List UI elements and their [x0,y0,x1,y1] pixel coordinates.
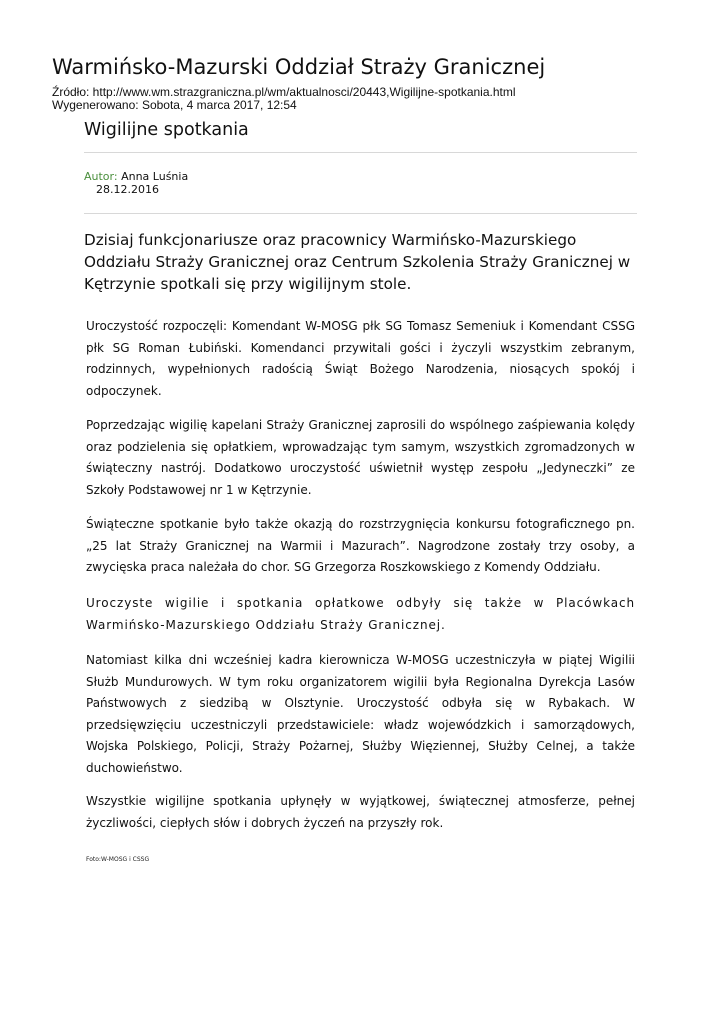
divider [84,152,637,153]
author-block [84,170,188,196]
author-name: Anna Luśnia [121,170,189,183]
publish-date: 28.12.2016 [96,183,159,196]
article-paragraph: Natomiast kilka dni wcześniej kadra kierownicza W-MOSG uczestniczyła w piątej Wigilii Służb Mundurowych. W tym roku organizatorem wigilii była Regionalna Dyrekcja Lasów Państwowych z siedzibą w Olsztynie. Uroczystość odbyła się w Rybakach. W przedsięwzięciu uczestniczyli przedstawiciele: władz wojewódzkich i samorządowych, Wojska Polskiego, Policji, Straży Pożarnej, Służby Więziennej, Służby Celnej, a także duchowieństwo. [86,653,635,775]
article-lead: Dzisiaj funkcjonariusze oraz pracownicy Warmińsko-Mazurskiego Oddziału Straży Granicznej oraz Centrum Szkolenia Straży Granicznej w Kętrzynie spotkali się przy wigilijnym stole. [84,231,631,293]
divider [84,213,637,214]
photo-credit: Foto:W-MOSG i CSSG [86,856,150,863]
article-title: Wigilijne spotkania [84,120,249,140]
document-meta [52,86,516,112]
source-url: Źródło: http://www.wm.strazgraniczna.pl/wm/aktualnosci/20443,Wigilijne-spotkania.html [52,85,516,99]
article-paragraph: Świąteczne spotkanie było także okazją do rozstrzygnięcia konkursu fotograficznego pn. „25 lat Straży Granicznej na Warmii i Mazurach”. Nagrodzone zostały trzy osoby, a zwycięska praca należała do chor. SG Grzegorza Roszkowskiego z Komendy Oddziału. [86,517,635,574]
generated-timestamp: Wygenerowano: Sobota, 4 marca 2017, 12:54 [52,98,297,112]
site-title: Warmińsko-Mazurski Oddział Straży Granicznej [52,55,546,79]
article-paragraph: Poprzedzając wigilię kapelani Straży Granicznej zaprosili do wspólnego zaśpiewania kolędy oraz podzielenia się opłatkiem, wprowadzając tym samym, wszystkich zgromadzonych w świąteczny nastrój. Dodatkowo uroczystość uświetnił występ zespołu „Jedyneczki” ze Szkoły Podstawowej nr 1 w Kętrzynie. [86,418,635,497]
article-paragraph: Uroczystość rozpoczęli: Komendant W-MOSG płk SG Tomasz Semeniuk i Komendant CSSG płk SG Roman Łubiński. Komendanci przywitali gości i życzyli wszystkim zebranym, rodzinnych, wypełnionych radością Świąt Bożego Narodzenia, niosących spokój i odpoczynek. [86,319,635,398]
article-paragraph: Uroczyste wigilie i spotkania opłatkowe odbyły się także w Placówkach Warmińsko-Mazurskiego Oddziału Straży Granicznej. [86,596,635,632]
article-paragraph: Wszystkie wigilijne spotkania upłynęły w wyjątkowej, świątecznej atmosferze, pełnej życzliwości, ciepłych słów i dobrych życzeń na przyszły rok. [86,794,635,830]
author-label: Autor: [84,170,118,183]
